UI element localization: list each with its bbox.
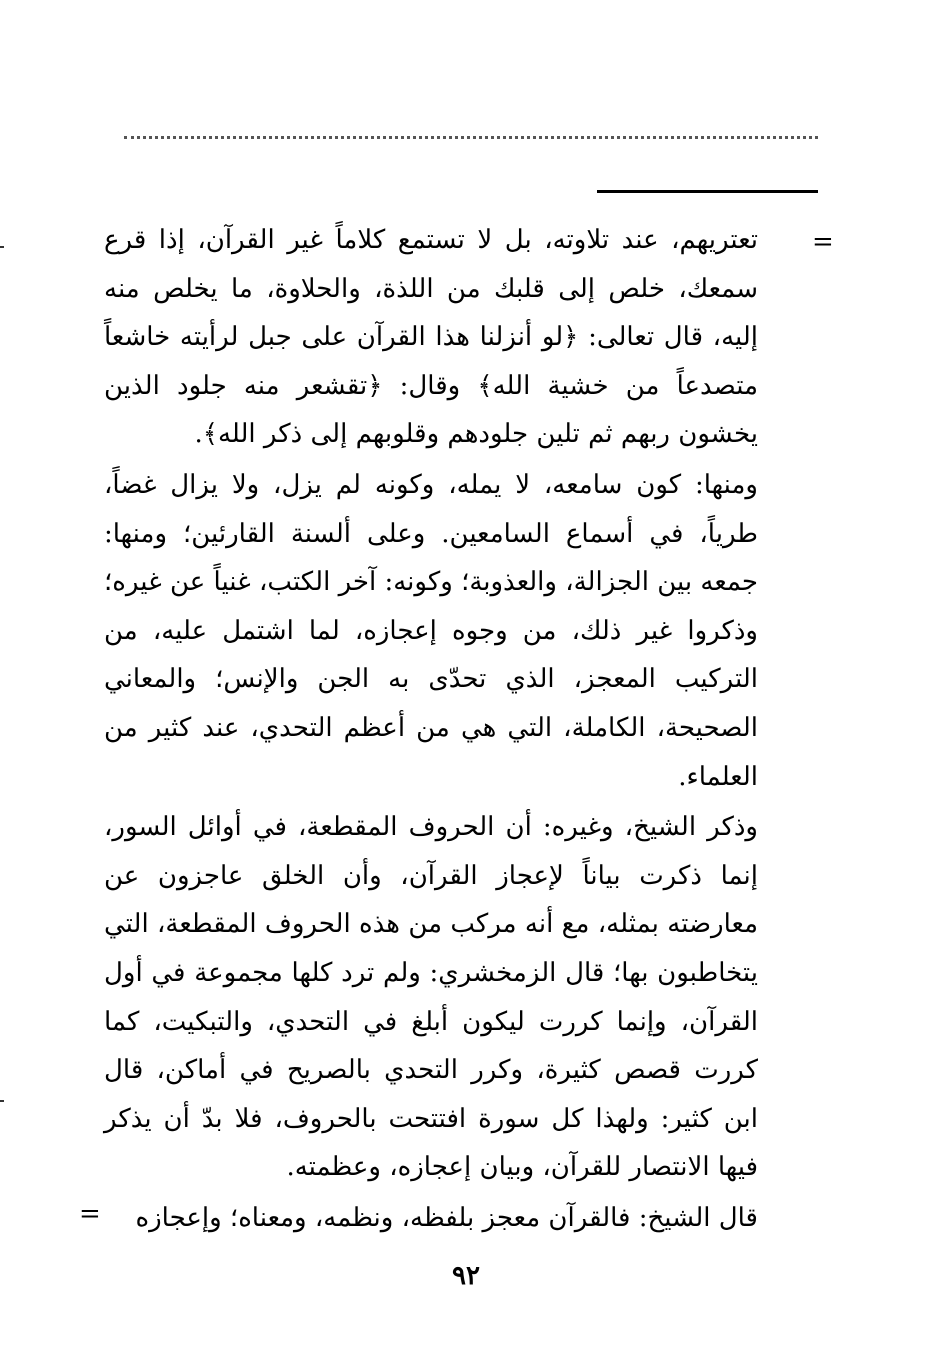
- footnote-paragraph-2: ومنها: كون سامعه، لا يمله، وكونه لم يزل، ولا يزال غضاً، طرياً، في أسماع السامعين. وعلى ألسنة القارئين؛ ومنها: جمعه بين الجزالة، والعذوبة؛ وكونه: آخر الكتب، غنياً عن غيره؛ وذكروا غير ذلك، من وجوه إعجازه، لما اشتمل عليه، من التركيب المعجز، الذي تحدّى به الجن والإنس؛ والمعاني الصحيحة، الكاملة، التي هي من أعظم التحدي، عند كثير من العلماء.: [104, 469, 759, 792]
- scan-edge-mark-1: [0, 246, 4, 248]
- footnote-paragraph-4: قال الشيخ: فالقرآن معجز بلفظه، ونظمه، ومعناه؛ وإعجازه: [135, 1202, 758, 1233]
- footnote-paragraph-3: وذكر الشيخ، وغيره: أن الحروف المقطعة، في أوائل السور، إنما ذكرت بياناً لإعجاز القرآن، وأن الخلق عاجزون عن معارضته بمثله، مع أنه مركب من هذه الحروف المقطعة، التي يتخاطبون بها؛ قال الزمخشري: ولم ترد كلها مجموعة في أول القرآن، وإنما كررت ليكون أبلغ في التحدي، والتبكيت، كما كررت قصص كثيرة، وكرر التحدي بالصريح في أماكن، قال ابن كثير: ولهذا كل سورة افتتحت بالحروف، فلا بدّ أن يذكر فيها الانتصار للقرآن، وبيان إعجازه، وعظمته.: [104, 812, 758, 1183]
- header-dotted-rule: [124, 136, 818, 139]
- footnote-continuation-mark: =: [812, 227, 834, 257]
- scan-edge-mark-2: [0, 1100, 4, 1102]
- page-number: ٩٢: [452, 1261, 480, 1291]
- footnote-paragraph-1: تعتريهم، عند تلاوته، بل لا تستمع كلاماً غير القرآن، إذا قرع سمعك، خلص إلى قلبك من اللذة، والحلاوة، ما يخلص منه إليه، قال تعالى: ﴿لو أنزلنا هذا القرآن على جبل لرأيته خاشعاً متصدعاً من خشية الله﴾ وقال: ﴿تقشعر منه جلود الذين يخشون ربهم ثم تلين جلودهم وقلوبهم إلى ذكر الله﴾.: [104, 225, 759, 450]
- footnote-separator-rule: [597, 190, 818, 193]
- footnote-body: [104, 216, 758, 1242]
- footnote-trailing-mark: =: [79, 1199, 101, 1229]
